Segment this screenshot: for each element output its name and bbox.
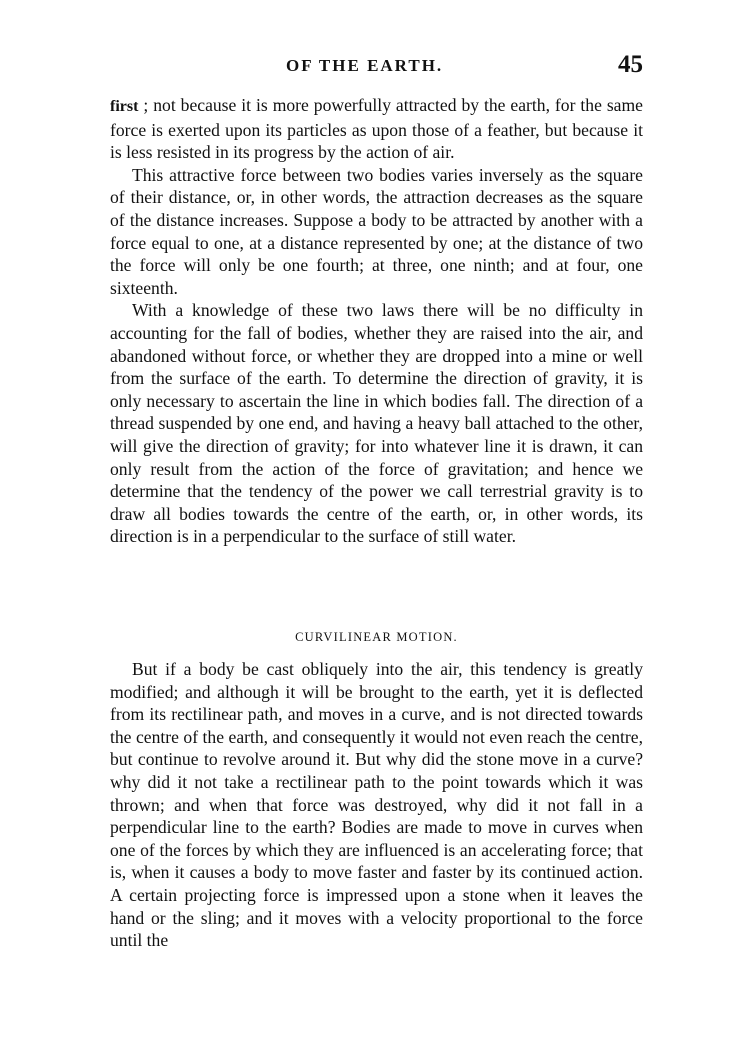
paragraph-1-text: ; not because it is more powerfully attracted by the earth, for the same force is exerted upon its particles as upon those of a feather, but because it is less resisted in its progress by the action of air. bbox=[110, 95, 643, 163]
section-paragraph: But if a body be cast obliquely into the air, this tendency is greatly modified; and although it will be brought to the earth, yet it is deflected from its rectilinear path, and moves in a curve, and is not directed towards the centre of the earth, and consequently it would not even reach the centre, but continue to revolve around it. But why did the stone move in a curve? why did it not take a rectilinear path to the point towards which it was thrown; and when that force was destroyed, why did it not fall in a perpendicular line to the earth? Bodies are made to move in curves when one of the forces by which they are influenced is an accelerating force; that is, when it causes a body to move faster and faster by its continued action. A certain projecting force is impressed upon a stone when it leaves the hand or the sling; and it moves with a velocity proportional to the force until the bbox=[110, 659, 643, 951]
paragraph-1-first-word: first bbox=[110, 98, 139, 115]
section-heading: CURVILINEAR MOTION. bbox=[295, 630, 458, 644]
running-title: OF THE EARTH. bbox=[286, 56, 444, 75]
paragraph-1 bbox=[110, 94, 643, 164]
running-head bbox=[110, 51, 643, 84]
page-number: 45 bbox=[618, 51, 643, 78]
body-text-upper bbox=[110, 94, 643, 548]
body-text-lower bbox=[110, 658, 643, 952]
paragraph-3: With a knowledge of these two laws there will be no difficulty in accounting for the fall of bodies, whether they are raised into the air, and abandoned without force, or whether they are dropped into a mine or well from the surface of the earth. To determine the direction of gravity, it is only necessary to ascertain the line in which bodies fall. The direction of a thread suspended by one end, and having a heavy ball attached to the other, will give the direction of gravity; for into whatever line it is drawn, it can only result from the action of the force of gravitation; and hence we determine that the tendency of the power we call terrestrial gravity is to draw all bodies towards the centre of the earth, or, in other words, its direction is in a perpendicular to the surface of still water. bbox=[110, 300, 643, 547]
paragraph-2: This attractive force between two bodies varies inversely as the square of their distance, or, in other words, the attraction decreases as the square of the distance increases. Suppose a body to be attracted by another with a force equal to one, at a distance represented by one; at the distance of two the force will only be one fourth; at three, one ninth; and at four, one sixteenth. bbox=[110, 164, 643, 298]
